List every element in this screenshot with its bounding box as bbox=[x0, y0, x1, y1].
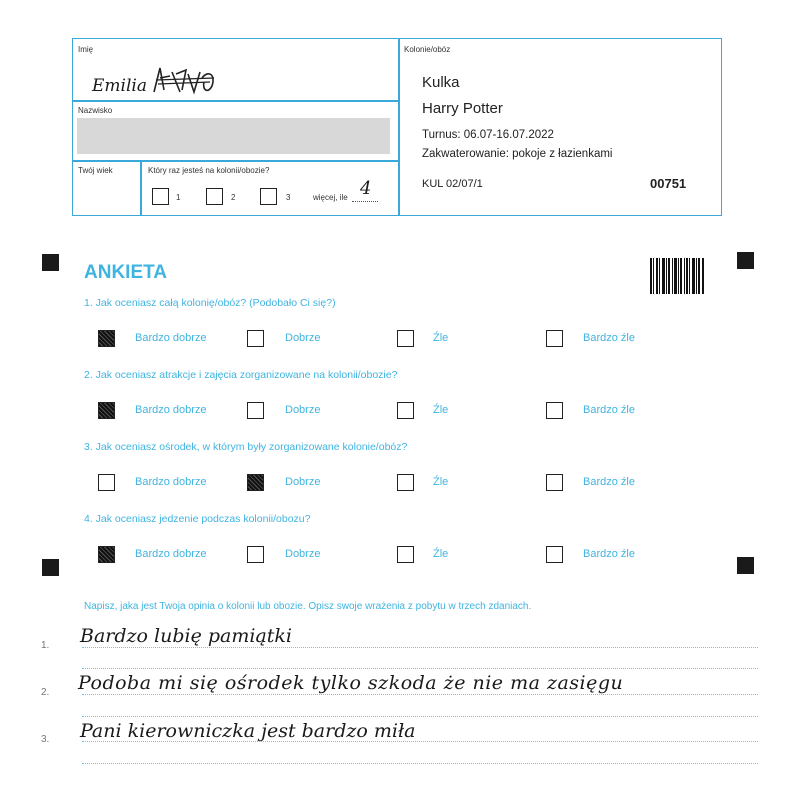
question-1-option-3-label: Źle bbox=[433, 332, 449, 344]
opinion-prompt: Napisz, jaka jest Twoja opinia o kolonii lub obozie. Opisz swoje wrażenia z pobytu w trzech zdaniach. bbox=[84, 601, 532, 612]
line-number-3: 3. bbox=[41, 734, 50, 745]
wiek-label: Twój wiek bbox=[78, 166, 113, 175]
nazwisko-divider bbox=[72, 160, 399, 162]
question-4-option-1-checkbox[interactable] bbox=[98, 546, 115, 563]
question-4-option-3-label: Źle bbox=[433, 548, 449, 560]
ktory-raz-option-1: 1 bbox=[176, 193, 181, 202]
question-1-option-1-checkbox[interactable] bbox=[98, 330, 115, 347]
nazwisko-label: Nazwisko bbox=[78, 106, 113, 115]
form-number: 00751 bbox=[650, 176, 687, 191]
question-2-option-1-checkbox[interactable] bbox=[98, 402, 115, 419]
question-3-option-3-checkbox[interactable] bbox=[397, 474, 414, 491]
question-4-option-2-checkbox[interactable] bbox=[247, 546, 264, 563]
question-2-option-3-checkbox[interactable] bbox=[397, 402, 414, 419]
camp-code: KUL 02/07/1 bbox=[422, 178, 483, 190]
survey-title: ANKIETA bbox=[84, 262, 168, 283]
imie-label: Imię bbox=[78, 45, 94, 54]
question-4-option-2-label: Dobrze bbox=[285, 548, 321, 560]
opinion-dotline-1 bbox=[82, 647, 758, 648]
question-1-option-1-label: Bardzo dobrze bbox=[135, 332, 207, 344]
registration-marker-top-left bbox=[42, 254, 59, 271]
question-1-text: 1. Jak oceniasz całą kolonię/obóz? (Podobało Ci się?) bbox=[84, 297, 336, 309]
question-2-text: 2. Jak oceniasz atrakcje i zajęcia zorganizowane na kolonii/obozie? bbox=[84, 369, 398, 381]
camp-name: Kulka bbox=[422, 74, 460, 91]
registration-marker-top-right bbox=[737, 252, 754, 269]
opinion-dotline-2b bbox=[82, 716, 758, 717]
opinion-dotline-2 bbox=[82, 694, 758, 695]
ktory-raz-checkbox-1[interactable] bbox=[152, 188, 169, 205]
opinion-dotline-3b bbox=[82, 763, 758, 764]
question-3-option-4-checkbox[interactable] bbox=[546, 474, 563, 491]
imie-divider bbox=[72, 100, 399, 102]
question-3-text: 3. Jak oceniasz ośrodek, w którym były zorganizowane kolonie/obóz? bbox=[84, 441, 408, 453]
line-number-1: 1. bbox=[41, 640, 50, 651]
question-2-option-3-label: Źle bbox=[433, 404, 449, 416]
imie-value[interactable]: Emilia bbox=[92, 76, 147, 96]
wiek-divider bbox=[140, 160, 142, 216]
kolonie-label: Kolonie/obóz bbox=[404, 45, 451, 54]
ktory-raz-option-3: 3 bbox=[286, 193, 291, 202]
header-divider bbox=[398, 38, 400, 216]
barcode-icon bbox=[650, 258, 704, 294]
opinion-line-3[interactable]: Pani kierowniczka jest bardzo miła bbox=[80, 720, 416, 742]
question-4-option-4-checkbox[interactable] bbox=[546, 546, 563, 563]
question-2-option-4-checkbox[interactable] bbox=[546, 402, 563, 419]
question-1-option-3-checkbox[interactable] bbox=[397, 330, 414, 347]
zakwaterowanie-text: Zakwaterowanie: pokoje z łazienkami bbox=[422, 148, 613, 160]
question-3-option-2-label: Dobrze bbox=[285, 476, 321, 488]
question-3-option-1-label: Bardzo dobrze bbox=[135, 476, 207, 488]
question-2-option-4-label: Bardzo źle bbox=[583, 404, 635, 416]
wiecej-value[interactable]: 4 bbox=[360, 178, 372, 199]
opinion-line-1[interactable]: Bardzo lubię pamiątki bbox=[80, 625, 292, 647]
camp-theme: Harry Potter bbox=[422, 100, 503, 117]
question-1-option-4-checkbox[interactable] bbox=[546, 330, 563, 347]
nazwisko-redacted bbox=[77, 118, 390, 154]
opinion-dotline-3 bbox=[82, 741, 758, 742]
scribble-mark bbox=[150, 64, 220, 98]
ktory-raz-label: Który raz jesteś na kolonii/obozie? bbox=[148, 166, 270, 175]
question-2-option-1-label: Bardzo dobrze bbox=[135, 404, 207, 416]
question-4-option-4-label: Bardzo źle bbox=[583, 548, 635, 560]
question-4-text: 4. Jak oceniasz jedzenie podczas kolonii/obozu? bbox=[84, 513, 311, 525]
question-4-option-1-label: Bardzo dobrze bbox=[135, 548, 207, 560]
question-2-option-2-label: Dobrze bbox=[285, 404, 321, 416]
ktory-raz-checkbox-3[interactable] bbox=[260, 188, 277, 205]
question-3-option-1-checkbox[interactable] bbox=[98, 474, 115, 491]
ktory-raz-option-2: 2 bbox=[231, 193, 236, 202]
wiecej-label: więcej, ile bbox=[313, 193, 348, 202]
question-4-option-3-checkbox[interactable] bbox=[397, 546, 414, 563]
question-3-option-3-label: Źle bbox=[433, 476, 449, 488]
registration-marker-bottom-left bbox=[42, 559, 59, 576]
question-3-option-4-label: Bardzo źle bbox=[583, 476, 635, 488]
question-1-option-2-label: Dobrze bbox=[285, 332, 321, 344]
opinion-dotline-1b bbox=[82, 668, 758, 669]
line-number-2: 2. bbox=[41, 687, 50, 698]
question-1-option-4-label: Bardzo źle bbox=[583, 332, 635, 344]
wiecej-dotline bbox=[352, 201, 378, 202]
question-1-option-2-checkbox[interactable] bbox=[247, 330, 264, 347]
ktory-raz-checkbox-2[interactable] bbox=[206, 188, 223, 205]
registration-marker-bottom-right bbox=[737, 557, 754, 574]
opinion-line-2[interactable]: Podoba mi się ośrodek tylko szkoda że nie ma zasięgu bbox=[78, 672, 624, 694]
question-3-option-2-checkbox[interactable] bbox=[247, 474, 264, 491]
question-2-option-2-checkbox[interactable] bbox=[247, 402, 264, 419]
turnus-text: Turnus: 06.07-16.07.2022 bbox=[422, 129, 554, 141]
